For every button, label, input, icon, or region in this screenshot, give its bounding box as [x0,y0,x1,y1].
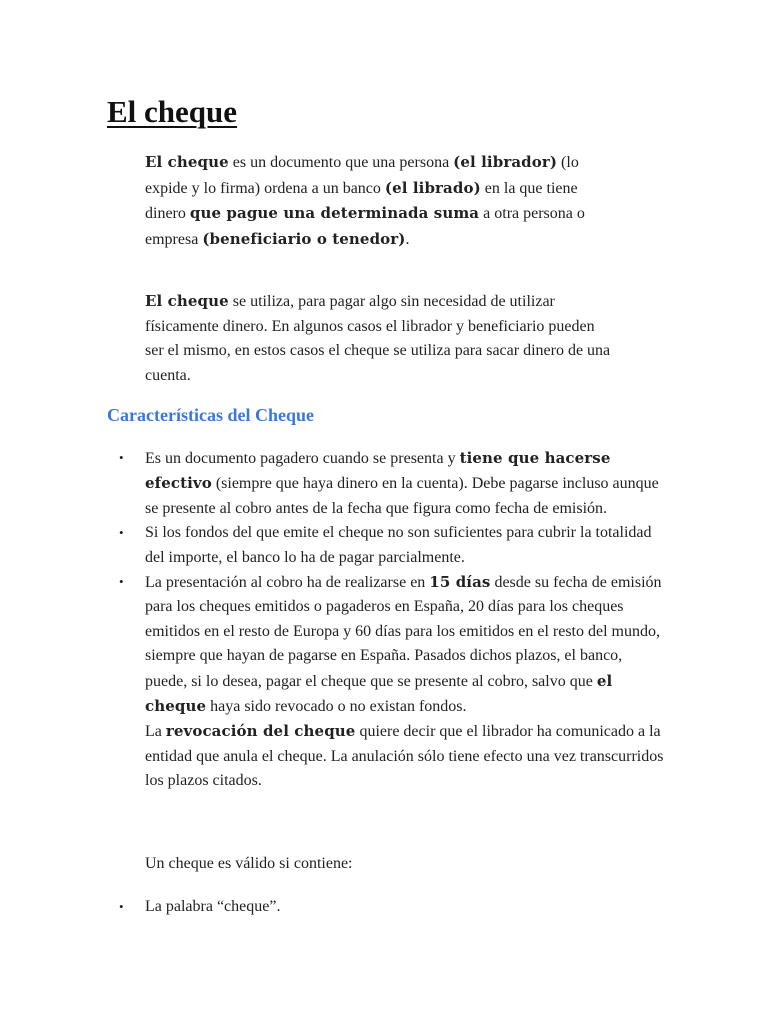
bullet-icon: • [119,450,124,465]
bold-text: (el librado) [384,178,481,197]
bold-text: 15 días [429,573,491,592]
text-run: quiere decir que el librador ha comunicado a la entidad que anula el cheque. La anulación sólo tiene efecto una vez transcurridos los plazos citados. [145,723,664,790]
text-run: (siempre que haya dinero en la cuenta). Debe pagarse incluso aunque se presente al cobro antes de la fecha que figura como fecha de emisión. [145,475,659,517]
text-run: a otra persona o empresa [145,205,585,248]
intro-paragraph [145,150,615,252]
bold-text: revocación del cheque [165,722,356,741]
text-run: Es un documento pagadero cuando se presenta y [145,450,460,467]
list-item-text [145,524,652,565]
text-run: La presentación al cobro ha de realizarse en [145,574,430,592]
list-item-text: La palabra “cheque”. [145,898,281,915]
list-item-text [145,574,662,715]
validity-intro: Un cheque es válido si contiene: [145,855,353,872]
bold-text: tiene que hacerse efectivo [145,449,611,493]
list-item-subparagraph [145,719,665,793]
usage-paragraph [145,289,615,388]
characteristics-list [0,446,768,794]
bold-text: El cheque [145,292,229,310]
bullet-icon: • [119,574,124,590]
section-heading: Características del Cheque [107,405,314,425]
bold-text: (beneficiario o tenedor) [202,229,406,248]
list-item [0,521,665,570]
validity-list [0,895,768,919]
bold-text: El cheque [145,153,229,171]
bullet-icon: • [119,525,124,541]
list-item [0,570,665,794]
bold-text: (el librador) [453,153,558,171]
page-title: El cheque [107,94,238,129]
list-item [0,446,665,521]
bold-text: que pague una determinada suma [189,204,480,223]
text-run: La [145,723,166,741]
text-run: es un documento que una persona [228,154,454,171]
bullet-icon: • [119,899,124,914]
bold-text: el cheque [145,671,613,716]
list-item-text [145,450,659,517]
list-item [0,895,665,919]
text-run: . [405,230,410,248]
text-run: se utiliza, para pagar algo sin necesidad de utilizar físicamente dinero. En algunos casos el librador y beneficiario pueden ser el mismo, en estos casos el cheque se utiliza para sacar dinero de una cuenta. [145,293,611,384]
text-run: (lo expide y lo firma) ordena a un banco [145,154,579,197]
text-run: en la que tiene dinero [145,179,578,223]
text-run: desde su fecha de emisión para los cheques emitidos o pagaderos en España, 20 días para los cheques emitidos en el resto de Europa y 60 días para los emitidos en el resto del mundo, siempre que hayan de pagarse en España. Pasados dichos plazos, el banco, puede, si lo desea, pagar el cheque que se presente al cobro, salvo que [145,574,662,690]
text-run: haya sido revocado o no existan fondos. [206,698,467,716]
text-run: Si los fondos del que emite el cheque no son suficientes para cubrir la totalidad del importe, el banco lo ha de pagar parcialmente. [145,524,652,566]
